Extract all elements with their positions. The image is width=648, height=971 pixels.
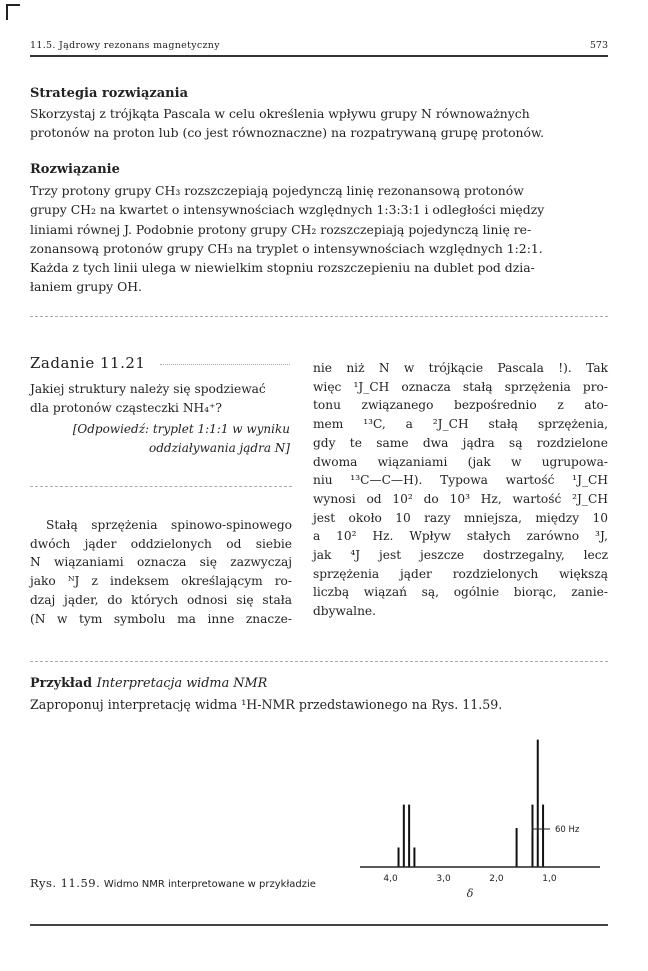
- solution-line: Trzy protony grupy CH₃ rozszczepiają pojedynczą linię rezonansową protonów: [30, 183, 524, 198]
- solution-line: grupy CH₂ na kwartet o intensywnościach względnych 1:3:3:1 i odległości między: [30, 202, 545, 218]
- right-line: więc ¹J_CH oznacza stałą sprzężenia pro-: [313, 379, 608, 394]
- left-line: Stałą sprzężenia spinowo-spinowego: [46, 518, 292, 532]
- x-tick-label: 2,0: [489, 874, 504, 884]
- exercise-question-line: Jakiej struktury należy się spodziewać: [30, 382, 266, 396]
- example-label: Przykład: [30, 676, 93, 691]
- right-line: jak ⁴J jest jeszcze dostrzegalny, lecz: [313, 548, 608, 563]
- header-rule: [30, 55, 608, 57]
- running-header: 11.5. Jądrowy rezonans magnetyczny: [30, 40, 220, 51]
- crop-mark: [6, 4, 20, 6]
- right-line: tonu związanego bezpośrednio z ato-: [313, 398, 608, 413]
- exercise-title: Zadanie 11.21: [30, 354, 146, 372]
- right-line: mem ¹³C, a ²J_CH stałą sprzężenia,: [313, 417, 608, 432]
- figure-caption-label: Rys. 11.59.: [30, 876, 101, 890]
- solution-line: Każda z tych linii ulega w niewielkim stopniu rozszczepieniu na dublet pod dzia-: [30, 260, 535, 276]
- example-text: Zaproponuj interpretację widma ¹H-NMR przedstawionego na Rys. 11.59.: [30, 697, 503, 712]
- exercise-answer-line: oddziaływania jądra N]: [149, 440, 290, 455]
- right-line: dwoma wiązaniami (jak w ugrupowa-: [313, 454, 608, 469]
- figure-caption-text: Widmo NMR interpretowane w przykładzie: [103, 879, 316, 890]
- right-column-text: [313, 359, 608, 621]
- nmr-spectrum: [360, 735, 610, 905]
- strategy-line: protonów na proton lub (co jest równoznaczne) na rozpatrywaną grupę protonów.: [30, 125, 545, 141]
- right-line: a 10² Hz. Wpływ stałych zarówno ³J,: [313, 529, 608, 544]
- footer-rule: [30, 924, 608, 926]
- right-line: nie niż N w trójkącie Pascala !). Tak: [313, 361, 608, 375]
- scale-bar: [532, 825, 580, 835]
- nmr-peaks: [399, 740, 544, 867]
- exercise-answer-line: [Odpowiedź: tryplet 1:1:1 w wyniku: [72, 422, 290, 436]
- crop-mark: [6, 4, 8, 20]
- exercise-question-line: dla protonów cząsteczki NH₄⁺?: [30, 400, 222, 415]
- example-heading: [30, 676, 267, 691]
- x-tick-labels: [383, 874, 556, 884]
- solution-text: [30, 181, 606, 297]
- page-number: 573: [589, 40, 608, 51]
- solution-title: Rozwiązanie: [30, 162, 120, 177]
- right-line: sprzężenia jąder rozdzielonych większą: [313, 566, 608, 581]
- left-column-text: [30, 516, 292, 628]
- right-line: wynosi od 10² do 10³ Hz, wartość ²J_CH: [313, 491, 608, 506]
- x-tick-label: 3,0: [436, 874, 451, 884]
- axis-symbol: δ: [466, 887, 474, 900]
- left-line: N wiązaniami oznacza się zazwyczaj: [30, 555, 292, 570]
- right-line: liczbą wiązań są, ogólnie biorąc, zanie-: [313, 585, 608, 600]
- solution-line: łaniem grupy OH.: [30, 279, 142, 295]
- strategy-title: Strategia rozwiązania: [30, 86, 188, 101]
- strategy-text: [30, 104, 606, 143]
- solution-line: zonansową protonów grupy CH₃ na tryplet o intensywnościach względnych 1:2:1.: [30, 240, 543, 256]
- left-line: dwóch jąder oddzielonych od siebie: [30, 536, 292, 551]
- exercise-title-rule: [160, 364, 290, 365]
- x-tick-label: 4,0: [383, 874, 398, 884]
- section-divider: [30, 661, 608, 662]
- exercise-divider: [30, 486, 292, 487]
- left-line: jako ᴺJ z indeksem określającym ro-: [30, 574, 292, 589]
- exercise-question: [30, 380, 290, 417]
- left-line: (N w tym symbolu ma inne znacze-: [30, 611, 292, 626]
- section-divider: [30, 316, 608, 317]
- x-tick-label: 1,0: [542, 874, 557, 884]
- right-line: jest około 10 razy mniejsza, między 10: [313, 510, 608, 525]
- figure-caption: [30, 876, 316, 890]
- strategy-line: Skorzystaj z trójkąta Pascala w celu określenia wpływu grupy N równoważnych: [30, 106, 530, 121]
- left-line: dzaj jąder, do których odnosi się stała: [30, 592, 292, 607]
- solution-line: liniami równej J. Podobnie protony grupy CH₂ rozszczepiają pojedynczą linię re-: [30, 221, 532, 237]
- right-line: gdy te same dwa jądra są rozdzielone: [313, 435, 608, 450]
- scale-bar-label: 60 Hz: [555, 825, 580, 835]
- exercise-answer: [30, 420, 290, 457]
- right-line: niu ¹³C—C—H). Typowa wartość ¹J_CH: [313, 473, 608, 488]
- example-title: Interpretacja widma NMR: [96, 676, 268, 691]
- right-line: dbywalne.: [313, 604, 377, 619]
